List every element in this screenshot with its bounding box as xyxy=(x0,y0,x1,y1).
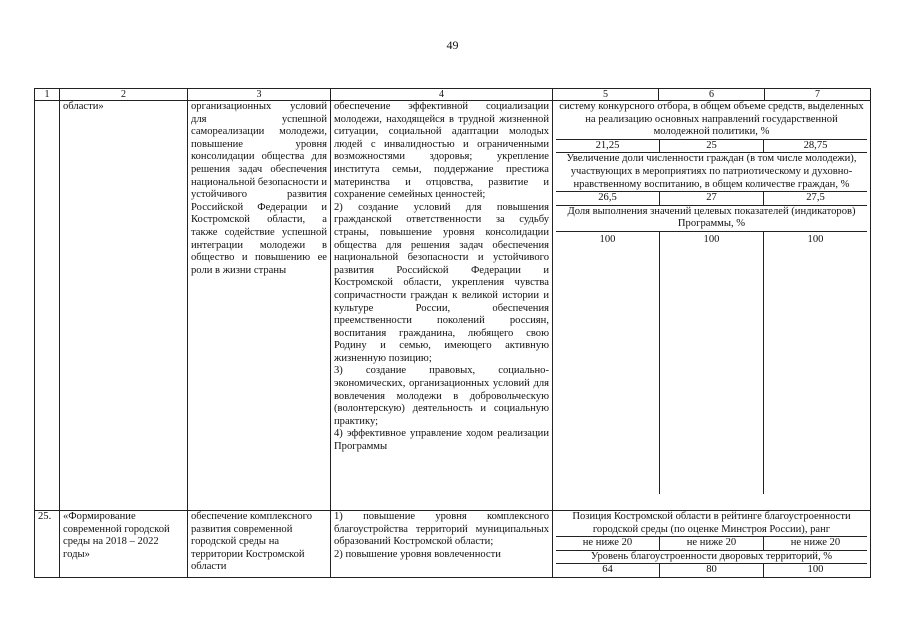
table-row xyxy=(35,101,871,511)
indicators-cell xyxy=(553,101,871,511)
indicator-values xyxy=(556,139,867,154)
indicator-value-2021: не ниже 20 xyxy=(763,537,867,550)
indicator-value-2019: 64 xyxy=(602,564,613,576)
indicator-value-2020: 80 xyxy=(659,564,763,577)
header-row xyxy=(35,89,871,101)
program-goal: обеспечение комплексного развития современной городской среды на территории Костромской области xyxy=(188,511,331,578)
header-col-2: 2 xyxy=(60,89,188,101)
indicator-title: Увеличение доли численности граждан (в том числе молодежи), участвующих в мероприятиях по патриотическому и духовно-нравственному воспитанию, в общем количестве граждан, % xyxy=(566,153,857,190)
indicator-title: Доля выполнения значений целевых показателей (индикаторов) Программы, % xyxy=(567,205,856,230)
row-number: 25. xyxy=(35,511,60,578)
program-tasks: 1) повышение уровня комплексного благоустройства территорий муниципальных образований Костромской области; 2) повышение уровня вовлеченности xyxy=(331,511,553,578)
row-number xyxy=(35,101,60,511)
indicator-value-2019: не ниже 20 xyxy=(582,537,633,549)
indicator-value-2021: 100 xyxy=(763,564,867,577)
indicator-value-2019: 100 xyxy=(599,233,616,245)
indicators-cell xyxy=(553,511,871,578)
program-name: области» xyxy=(60,101,188,511)
page-number: 49 xyxy=(446,38,459,52)
indicator-value-2021: 100 xyxy=(763,232,867,494)
indicator-value-2019: 21,25 xyxy=(595,139,620,151)
header-col-7: 7 xyxy=(765,89,871,101)
header-col-1: 1 xyxy=(35,89,60,101)
indicator-values xyxy=(556,563,867,577)
table-row xyxy=(35,511,871,578)
program-table xyxy=(34,88,871,578)
indicator-title: систему конкурсного отбора, в общем объеме средств, выделенных на реализацию основных направлений государственной молодежной политики, % xyxy=(559,101,864,138)
header-col-4: 4 xyxy=(331,89,553,101)
indicator-value-2021: 28,75 xyxy=(763,140,867,153)
program-name: «Формирование современной городской среды на 2018 – 2022 годы» xyxy=(60,511,188,578)
indicator-title: Уровень благоустроенности дворовых территорий, % xyxy=(590,550,833,562)
indicator-value-2020: не ниже 20 xyxy=(659,537,763,550)
program-tasks: обеспечение эффективной социализации молодежи, находящейся в трудной жизненной ситуации, социальной адаптации молодых людей с инвалидностью и ограниченными возможностями здоровья; укрепление института семьи, поддержание престижа материнства и отцовства, развитие и сохранение семейных ценностей; 2) создание условий для повышения гражданской ответственности за судьбу страны, повышение уровня консолидации общества для решения задач обеспечения национальной безопасности и устойчивого развития Российской Федерации и Костромской области, укрепления чувства сопричастности граждан к великой истории и культуре России, обеспечения преемственности поколений россиян, воспитания гражданина, любящего свою Родину и семью, имеющего активную жизненную позицию; 3) создание правовых, социально-экономических, организационных условий для вовлечения молодежи в добровольческую (волонтерскую) деятельность и социальную практику; 4) эффективное управление ходом реализации Программы xyxy=(331,101,553,511)
indicator-values xyxy=(556,191,867,206)
indicator-value-2020: 25 xyxy=(659,140,763,153)
header-col-3: 3 xyxy=(188,89,331,101)
indicator-title: Позиция Костромской области в рейтинге благоустроенности городской среды (по оценке Минстроя России), ранг xyxy=(572,511,851,535)
indicator-values xyxy=(556,231,867,494)
program-goal: организационных условий для успешной самореализации молодежи, повышение уровня консолидации общества для решения задач обеспечения национальной безопасности и устойчивого развития Российской Федерации и Костромской области, а также содействие успешной интеграции молодежи в общество и повышению ее роли в жизни страны xyxy=(188,101,331,511)
indicator-value-2020: 27 xyxy=(659,192,763,205)
header-col-6: 6 xyxy=(659,89,765,101)
indicator-value-2021: 27,5 xyxy=(763,192,867,205)
indicator-value-2020: 100 xyxy=(659,232,763,494)
indicator-values xyxy=(556,536,867,551)
header-col-5: 5 xyxy=(553,89,659,101)
indicator-value-2019: 26,5 xyxy=(598,192,617,204)
